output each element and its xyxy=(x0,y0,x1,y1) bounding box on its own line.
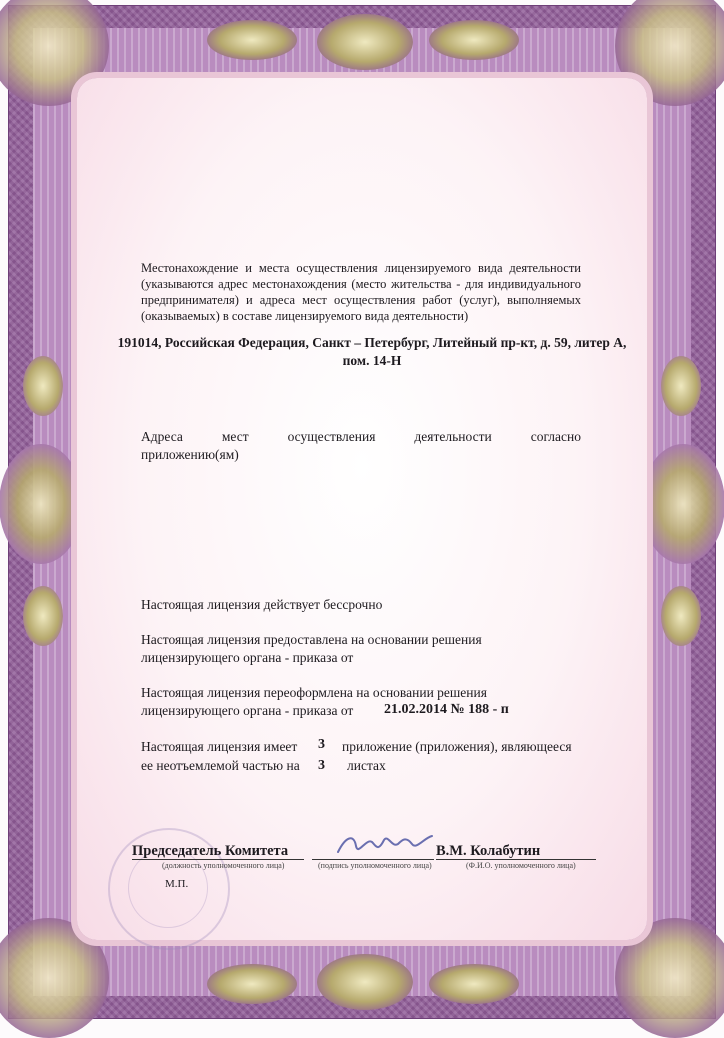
side-ornament-left xyxy=(0,444,83,564)
granted-line-2: лицензирующего органа - приказа от xyxy=(141,650,354,665)
appendix-line-2-suffix: листах xyxy=(347,758,386,773)
name-caption: (Ф.И.О. уполномоченного лица) xyxy=(466,861,576,870)
granted-line-1: Настоящая лицензия предоставлена на основании решения xyxy=(141,632,482,647)
reissued-line-2: лицензирующего органа - приказа от xyxy=(141,703,354,718)
top-ornament-center xyxy=(317,14,413,70)
signer-name: В.М. Колабутин xyxy=(436,843,541,859)
small-ornament-right-lower xyxy=(661,586,701,646)
top-ornament-left xyxy=(207,20,297,60)
appendix-line-2-prefix: ее неотъемлемой частью на xyxy=(141,758,300,773)
reissued-order-number: 21.02.2014 № 188 - п xyxy=(384,702,509,717)
appendix-line-1-suffix: приложение (приложения), являющееся xyxy=(342,739,572,754)
side-ornament-right xyxy=(641,444,724,564)
position-caption: (должность уполномоченного лица) xyxy=(162,861,285,870)
small-ornament-right-upper xyxy=(661,356,701,416)
text-field xyxy=(77,78,647,940)
reissued-line-1: Настоящая лицензия переоформлена на основании решения xyxy=(141,685,487,700)
position-underline xyxy=(132,859,304,860)
appendix-sheets: 3 xyxy=(318,758,325,773)
bottom-ornament-center xyxy=(317,954,413,1010)
address-line-1: 191014, Российская Федерация, Санкт – Петербург, Литейный пр-кт, д. 59, литер А, xyxy=(117,335,627,350)
bottom-ornament-right xyxy=(429,964,519,1004)
appendix-count: 3 xyxy=(318,737,325,752)
signer-title: Председатель Комитета xyxy=(132,843,289,859)
small-ornament-left-upper xyxy=(23,356,63,416)
small-ornament-left-lower xyxy=(23,586,63,646)
address-heading: Местонахождение и места осуществления лицензируемого вида деятельности (указываются адрес местонахождения (место жительства - для индивидуального предпринимателя) и адреса мест осуществления работ (услуг), выполняемых (оказываемых) в составе лицензируемого вида деятельности) xyxy=(141,261,581,323)
places-line-2: приложению(ям) xyxy=(141,447,239,462)
validity-statement: Настоящая лицензия действует бессрочно xyxy=(141,597,383,612)
bottom-ornament-left xyxy=(207,964,297,1004)
signature-caption: (подпись уполномоченного лица) xyxy=(318,861,432,870)
appendix-line-1-prefix: Настоящая лицензия имеет xyxy=(141,739,298,754)
name-underline xyxy=(436,859,596,860)
top-ornament-right xyxy=(429,20,519,60)
signature-underline xyxy=(312,859,434,860)
places-line-1: Адреса мест осуществления деятельности согласно xyxy=(141,429,581,444)
seal-label: М.П. xyxy=(165,878,189,890)
address-line-2: пом. 14-Н xyxy=(342,353,402,368)
